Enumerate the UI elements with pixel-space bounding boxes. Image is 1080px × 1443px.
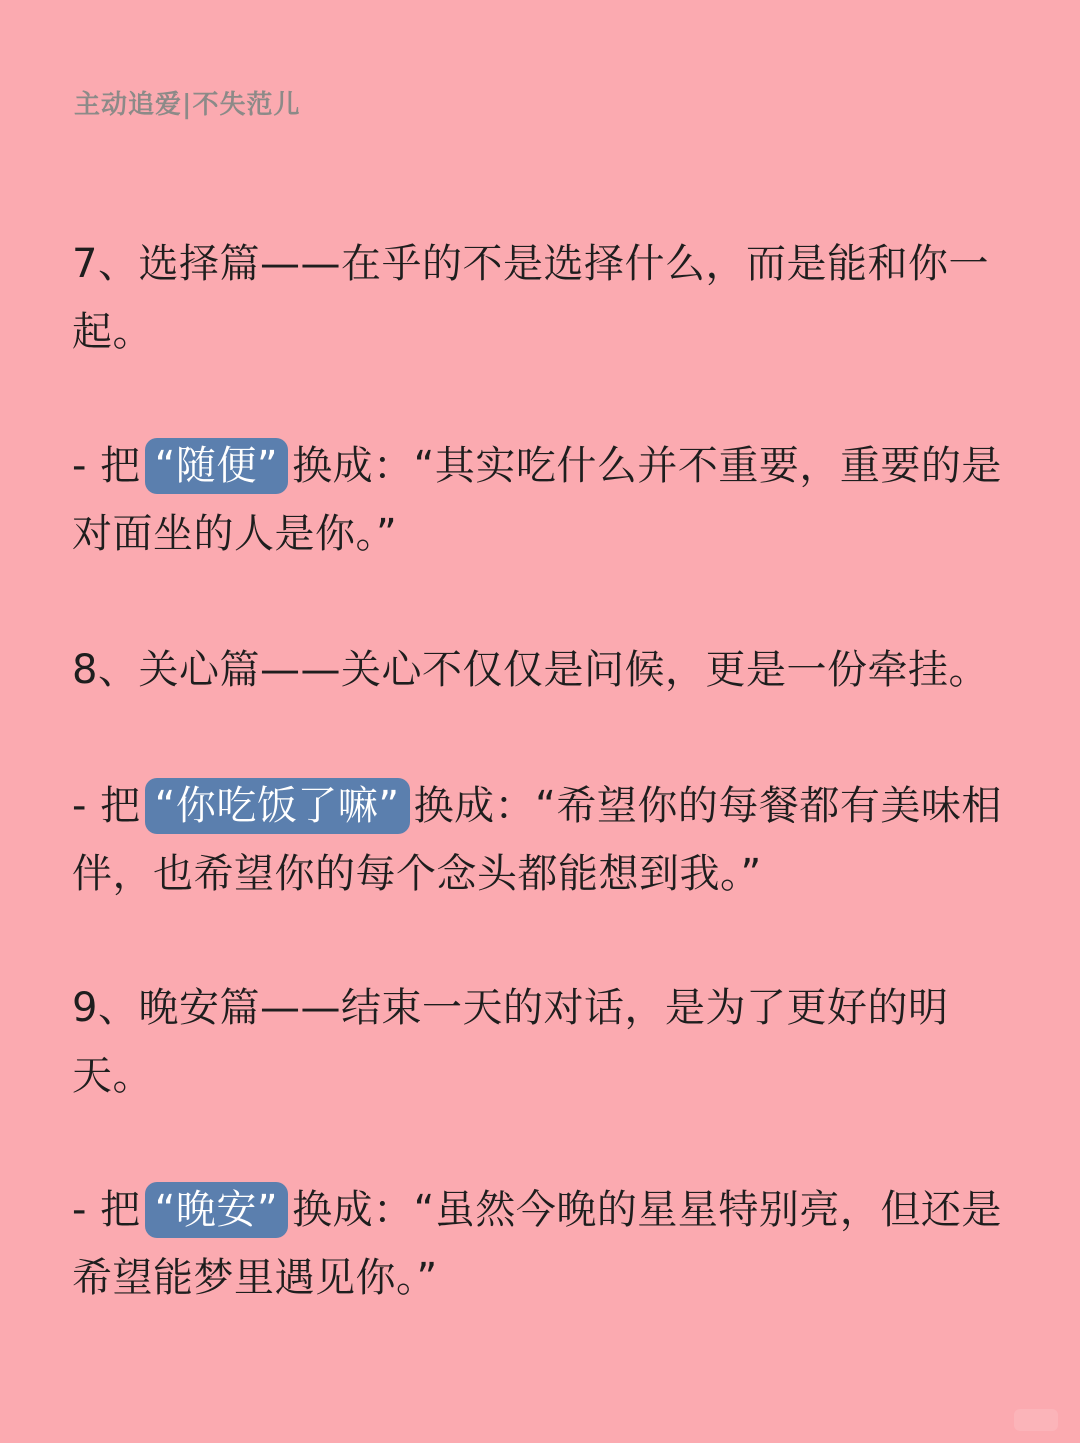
section-9-swap <box>72 1176 1012 1312</box>
section-8-swap <box>72 772 1012 908</box>
highlight-phrase: “随便” <box>145 438 288 494</box>
swap-middle: 换成： <box>292 1187 414 1233</box>
section-8-heading: 8、关心篇——关心不仅仅是问候，更是一份牵挂。 <box>72 647 989 693</box>
swap-middle: 换成： <box>413 783 536 829</box>
swap-middle: 换成： <box>292 443 414 489</box>
highlight-phrase: “你吃饭了嘛” <box>145 778 410 834</box>
swap-prefix: - 把 <box>72 783 141 829</box>
swap-prefix: - 把 <box>72 1187 141 1233</box>
section-7-heading: 7、选择篇——在乎的不是选择什么，而是能和你一起。 <box>72 241 989 355</box>
swap-replacement: “其实吃什么并不重要，重要的是对面坐的人是你。” <box>72 443 1002 557</box>
swap-replacement: “希望你的每餐都有美味相伴，也希望你的每个念头都能想到我。” <box>72 783 1002 897</box>
section-7-swap <box>72 432 1012 568</box>
header-tag: 主动追爱|不失范儿 <box>74 90 301 120</box>
highlight-phrase: “晚安” <box>145 1182 288 1238</box>
swap-prefix: - 把 <box>72 443 141 489</box>
watermark-mark <box>1014 1409 1058 1431</box>
section-9-heading: 9、晚安篇——结束一天的对话，是为了更好的明天。 <box>72 985 949 1099</box>
swap-replacement: “虽然今晚的星星特别亮，但还是希望能梦里遇见你。” <box>72 1187 1002 1301</box>
